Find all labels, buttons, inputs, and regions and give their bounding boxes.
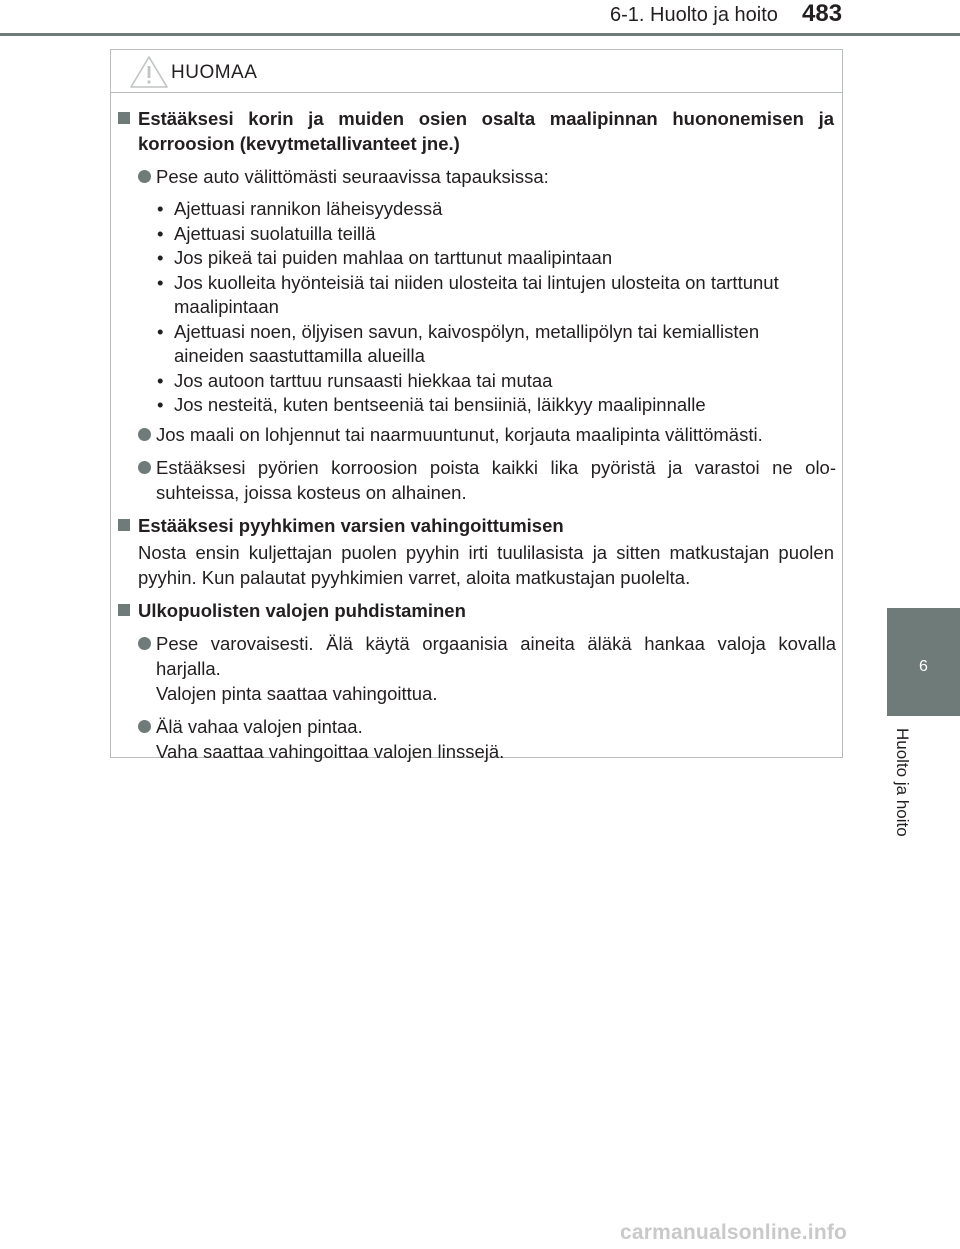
- sub-list-item: • Jos pikeä tai puiden mahlaa on tarttunut maalipintaan: [157, 247, 613, 268]
- bullet-item: Pese auto välittömästi seuraavissa tapauksissa:: [111, 164, 842, 189]
- round-bullet-icon: [138, 170, 151, 183]
- sub-list: [111, 197, 842, 418]
- section-paint-protection: [111, 106, 842, 505]
- sub-list-item: • Ajettuasi suolatuilla teillä: [157, 222, 376, 244]
- section-title: Ulkopuolisten valojen puhdistaminen: [111, 598, 842, 623]
- sub-list-item: • Ajettuasi noen, öljyisen savun, kaivospölyn, metallipölyn tai kemiallisten aineiden saastuttamilla alueilla: [157, 320, 760, 366]
- header-rule: [0, 33, 960, 36]
- section-exterior-lights: [111, 598, 842, 764]
- bullet-item: Jos maali on lohjennut tai naarmuuntunut, korjauta maalipinta välittömästi.: [111, 422, 842, 447]
- notice-box: [110, 49, 843, 762]
- square-bullet-icon: [118, 519, 130, 531]
- round-bullet-icon: [138, 428, 151, 441]
- warning-triangle-icon: [129, 55, 169, 89]
- header-section-title: 6-1. Huolto ja hoito: [610, 4, 778, 26]
- section-title: Estääksesi korin ja muiden osien osalta maalipinnan huononemisen ja korroosion (kevytmetallivanteet jne.): [111, 106, 842, 156]
- sub-list-item: • Ajettuasi rannikon läheisyydessä: [157, 198, 443, 219]
- notice-header: [111, 50, 842, 93]
- sub-list-item: • Jos nesteitä, kuten bentseeniä tai bensiiniä, läikkyy maalipinnalle: [157, 394, 706, 415]
- square-bullet-icon: [118, 112, 130, 124]
- section-paragraph: Nosta ensin kuljettajan puolen pyyhin irti tuulilasista ja sitten matkustajan puolen pyyhin. Kun palautat pyyhkimien varret, aloita matkustajan puolelta.: [138, 541, 834, 588]
- round-bullet-icon: [138, 461, 151, 474]
- bullet-item: Pese varovaisesti. Älä käytä orgaanisia aineita äläkä hankaa valoja kovalla harjalla. Valojen pinta saattaa vahingoittua.: [111, 631, 842, 706]
- notice-content: [111, 106, 842, 770]
- round-bullet-icon: [138, 637, 151, 650]
- bullet-item: Älä vahaa valojen pintaa. Vaha saattaa vahingoittaa valojen linssejä.: [111, 714, 842, 764]
- sub-list-item: • Jos kuolleita hyönteisiä tai niiden ulosteita tai lintujen ulosteita on tarttunut maalipintaan: [157, 271, 779, 317]
- sub-list-item: • Jos autoon tarttuu runsaasti hiekkaa tai mutaa: [157, 369, 553, 391]
- chapter-tab: [887, 608, 960, 716]
- chapter-number: 6: [919, 658, 928, 675]
- chapter-label: Huolto ja hoito: [893, 728, 912, 837]
- square-bullet-icon: [118, 604, 130, 616]
- round-bullet-icon: [138, 720, 151, 733]
- section-wiper-arms: [111, 513, 842, 590]
- section-title: Estääksesi pyyhkimen varsien vahingoittumisen: [111, 513, 842, 538]
- notice-title: HUOMAA: [171, 62, 258, 83]
- bullet-item: Estääksesi pyörien korroosion poista kaikki lika pyöristä ja varastoi ne olo-suhteissa, joissa kosteus on alhainen.: [111, 455, 842, 505]
- page-number: 483: [802, 0, 843, 27]
- watermark: carmanualsonline.info: [620, 1221, 848, 1244]
